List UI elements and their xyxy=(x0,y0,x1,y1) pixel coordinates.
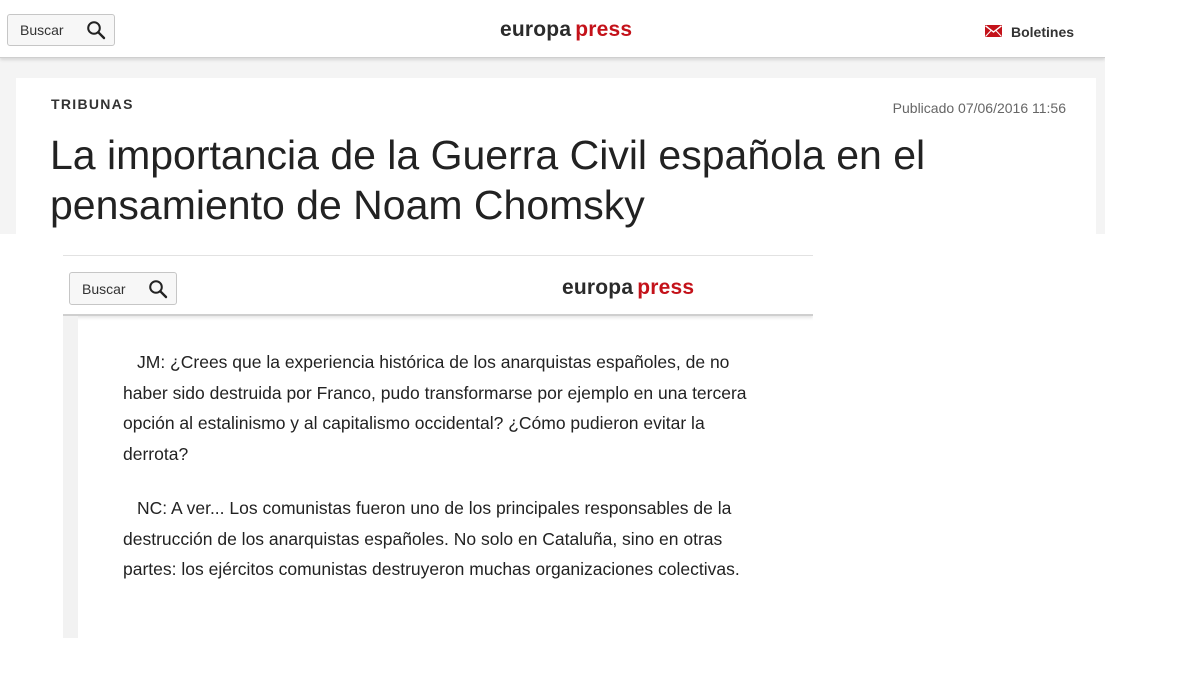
europapress-logo[interactable] xyxy=(500,18,632,42)
section-label[interactable]: TRIBUNAS xyxy=(51,96,134,112)
logo-press: press xyxy=(575,18,633,41)
envelope-icon xyxy=(985,24,1002,40)
search-label: Buscar xyxy=(82,280,126,297)
search-button[interactable] xyxy=(69,272,177,305)
logo-europa: europa xyxy=(500,18,572,41)
title-line-2: pensamiento de Noam Chomsky xyxy=(50,182,645,228)
screenshot-bottom xyxy=(63,255,813,638)
search-icon xyxy=(86,20,106,40)
article-title xyxy=(50,130,1050,230)
publish-date: Publicado 07/06/2016 11:56 xyxy=(892,100,1066,116)
title-line-1: La importancia de la Guerra Civil española en el xyxy=(50,132,926,178)
page-gutter xyxy=(63,316,78,638)
article-paragraph: NC: A ver... Los comunistas fueron uno de los principales responsables de la destrucción de los anarquistas españoles. No solo en Cataluña, sino en otras partes: los ejércitos comunistas destruyeron muchas organizaciones colectivas. xyxy=(123,498,740,579)
site-header xyxy=(0,0,1105,58)
newsletter-label: Boletines xyxy=(1011,24,1075,40)
newsletter-link[interactable] xyxy=(985,24,1074,40)
logo-press: press xyxy=(637,276,695,299)
search-label: Buscar xyxy=(20,22,64,38)
article-body xyxy=(123,347,773,609)
logo-europa: europa xyxy=(562,276,634,299)
screenshot-top xyxy=(0,0,1105,234)
europapress-logo[interactable] xyxy=(562,276,694,300)
article-paragraph: JM: ¿Crees que la experiencia histórica de los anarquistas españoles, de no haber sido destruida por Franco, pudo transformarse por ejemplo en una tercera opción al estalinismo y al capitalismo occidental? ¿Cómo pudieron evitar la derrota? xyxy=(123,352,747,464)
search-icon xyxy=(148,279,168,299)
site-header xyxy=(63,255,813,316)
article-header-card xyxy=(16,78,1096,234)
search-button[interactable] xyxy=(7,14,115,46)
